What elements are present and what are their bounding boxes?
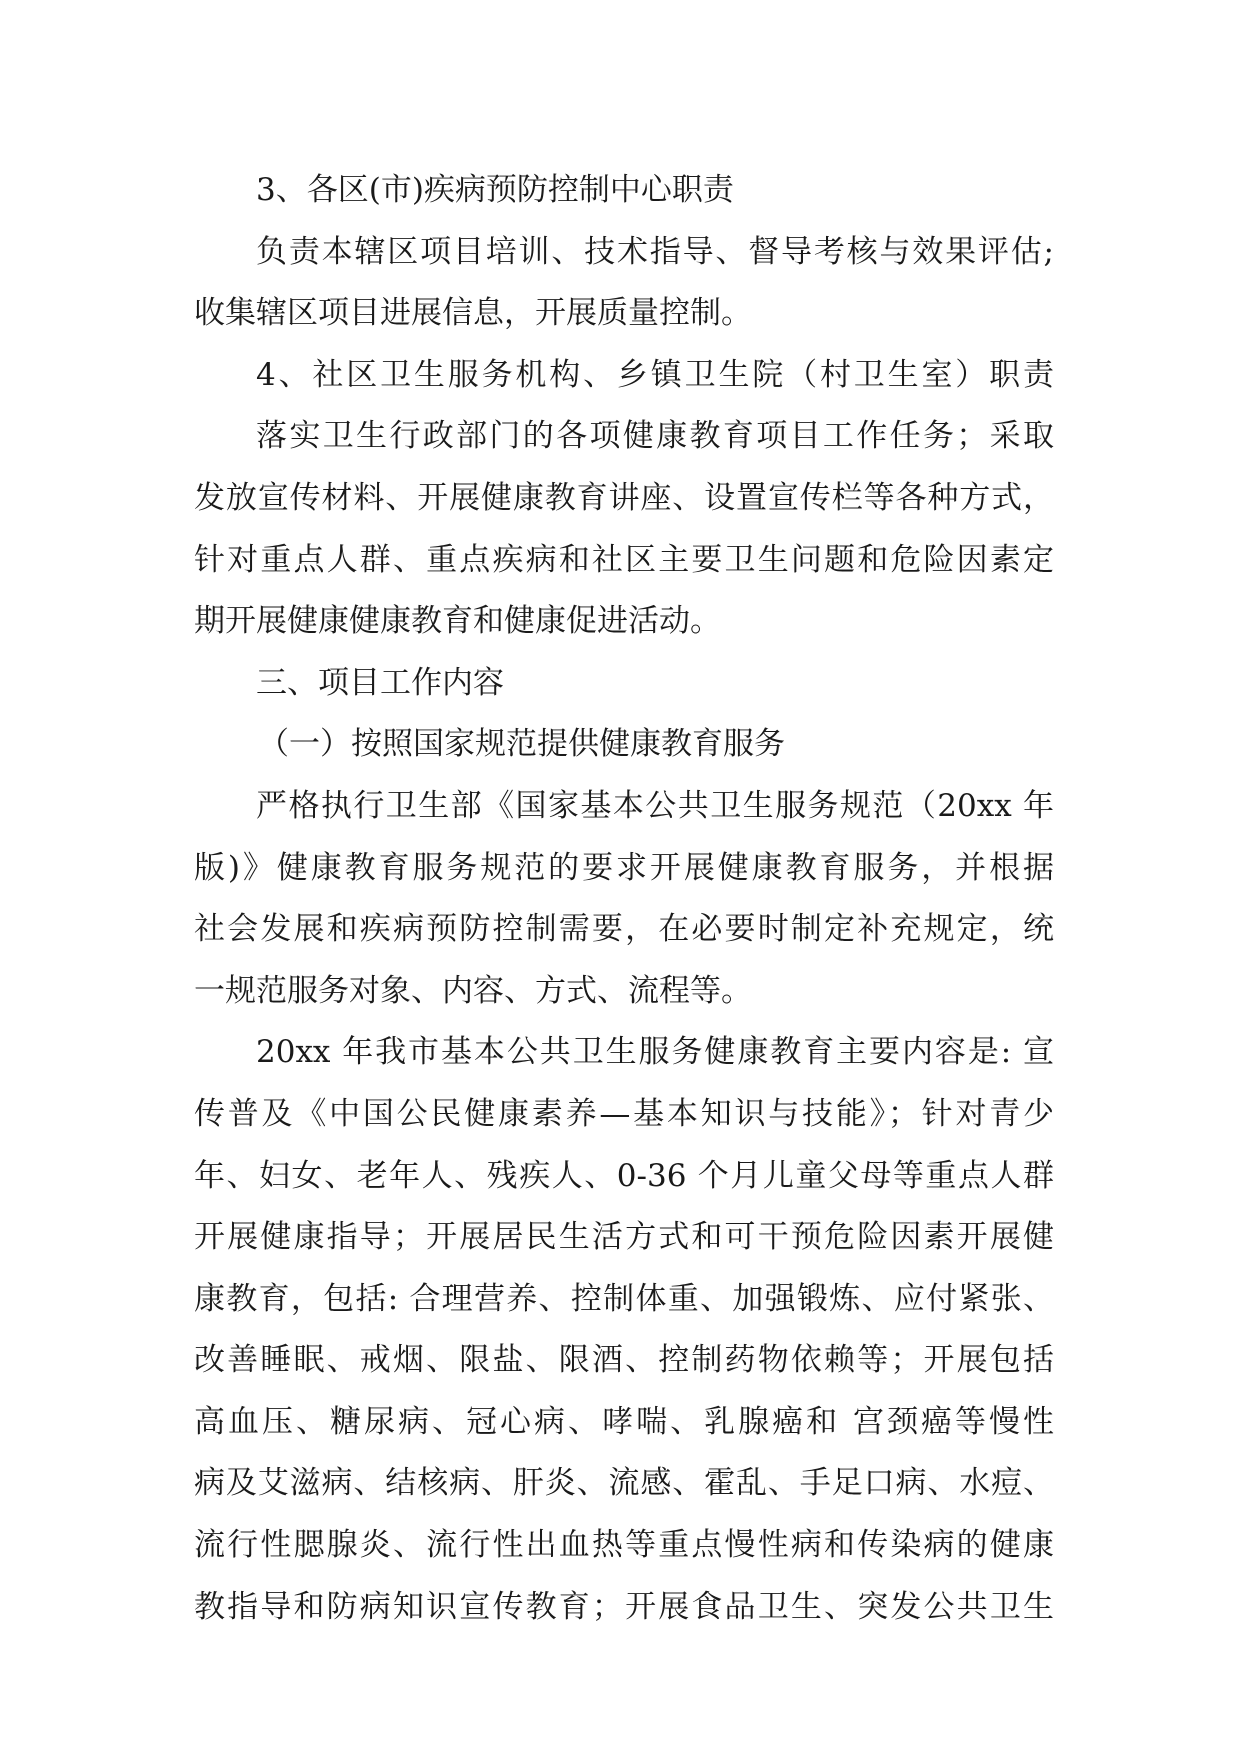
section-heading-community-health: 4、社区卫生服务机构、乡镇卫生院（村卫生室）职责 <box>256 356 1054 393</box>
paragraph-line: 教指导和防病知识宣传教育；开展食品卫生、突发公共卫生 <box>194 1588 1054 1625</box>
paragraph-line: 流行性腮腺炎、流行性出血热等重点慢性病和传染病的健康 <box>194 1527 1054 1564</box>
paragraph-line: 落实卫生行政部门的各项健康教育项目工作任务；采取 <box>256 418 1054 455</box>
paragraph-line: 高血压、糖尿病、冠心病、哮喘、乳腺癌和 宫颈癌等慢性 <box>194 1403 1054 1440</box>
subsection-heading-national-standards: （一）按照国家规范提供健康教育服务 <box>258 726 785 763</box>
paragraph-line: 改善睡眠、戒烟、限盐、限酒、控制药物依赖等；开展包括 <box>194 1342 1054 1379</box>
paragraph-line: 20xx 年我市基本公共卫生服务健康教育主要内容是: 宣 <box>256 1034 1054 1071</box>
paragraph-line: 传普及《中国公民健康素养—基本知识与技能》；针对青少 <box>194 1095 1054 1132</box>
paragraph-line: 发放宣传材料、开展健康教育讲座、设置宣传栏等各种方式， <box>194 479 1054 516</box>
section-heading-project-content: 三、项目工作内容 <box>256 664 504 701</box>
paragraph-line: 期开展健康健康教育和健康促进活动。 <box>194 603 721 640</box>
paragraph-line: 年、妇女、老年人、残疾人、0-36 个月儿童父母等重点人群 <box>194 1157 1054 1194</box>
section-heading-district-cdc: 3、各区(市)疾病预防控制中心职责 <box>256 172 734 208</box>
paragraph-line: 病及艾滋病、结核病、肝炎、流感、霍乱、手足口病、水痘、 <box>194 1465 1054 1502</box>
paragraph-line: 社会发展和疾病预防控制需要，在必要时制定补充规定，统 <box>194 911 1054 948</box>
paragraph-line: 收集辖区项目进展信息，开展质量控制。 <box>194 295 752 332</box>
paragraph-line: 严格执行卫生部《国家基本公共卫生服务规范（20xx 年 <box>256 787 1054 824</box>
paragraph-line: 一规范服务对象、内容、方式、流程等。 <box>194 972 752 1009</box>
paragraph-line: 康教育，包括: 合理营养、控制体重、加强锻炼、应付紧张、 <box>194 1280 1054 1317</box>
paragraph-line: 开展健康指导；开展居民生活方式和可干预危险因素开展健 <box>194 1219 1054 1256</box>
document-body <box>194 160 1054 1638</box>
paragraph-line: 版)》健康教育服务规范的要求开展健康教育服务，并根据 <box>194 849 1054 886</box>
paragraph-line: 针对重点人群、重点疾病和社区主要卫生问题和危险因素定 <box>194 541 1054 578</box>
paragraph-line: 负责本辖区项目培训、技术指导、督导考核与效果评估; <box>256 233 1054 270</box>
